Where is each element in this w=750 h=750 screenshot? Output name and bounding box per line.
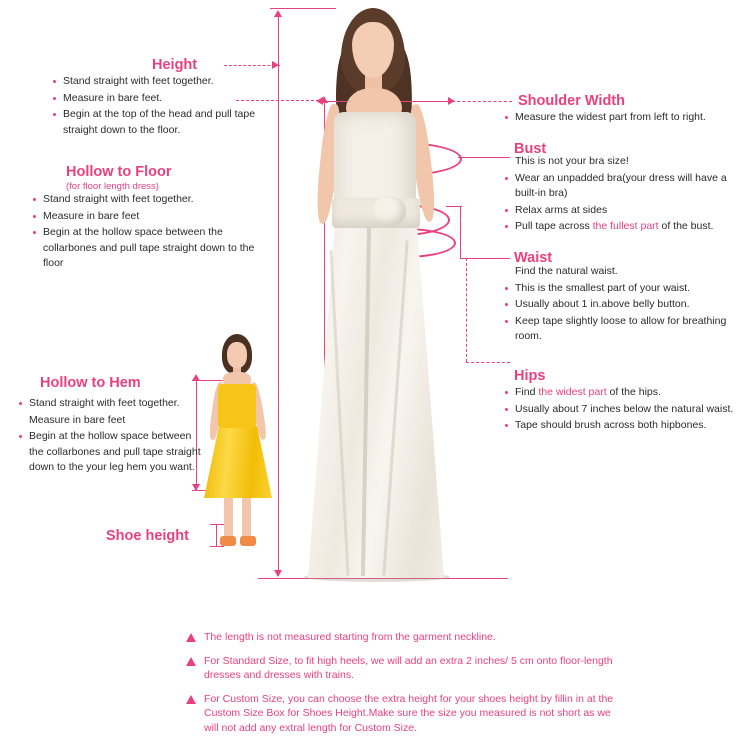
waist-bullets	[504, 264, 740, 346]
shoulder-width-label: Shoulder Width	[518, 93, 625, 109]
warning-triangle-icon	[186, 633, 196, 642]
height-connector-arrow	[272, 61, 279, 69]
height-bullet: Stand straight with feet together.	[52, 74, 267, 90]
hollow-to-floor-connector	[236, 100, 324, 101]
bust-connector	[458, 157, 510, 158]
model-figure-gown	[268, 0, 478, 600]
waist-bullet: Usually about 1 in.above belly button.	[504, 297, 740, 313]
footer-notes	[186, 630, 626, 744]
waist-bullet: This is the smallest part of your waist.	[504, 281, 740, 297]
hips-connector-horizontal	[466, 362, 510, 363]
waist-bullet: Find the natural waist.	[515, 265, 618, 277]
face-small	[227, 342, 247, 368]
bust-bullets	[504, 154, 744, 236]
hollow-to-hem-bullet: Begin at the hollow space between the collarbones and pull tape straight down to the your leg hem you want.	[18, 429, 208, 476]
waist-bullet: Keep tape slightly loose to allow for breathing room.	[504, 314, 740, 345]
footer-note	[186, 692, 626, 736]
waist-connector-horizontal	[446, 206, 462, 207]
height-bullet: Measure in bare feet.	[52, 91, 267, 107]
footer-note	[186, 654, 626, 683]
bust-label: Bust	[514, 141, 547, 157]
height-label: Height	[152, 57, 198, 73]
height-top-tick	[270, 8, 336, 9]
bust-bullet: Wear an unpadded bra(your dress will have a built-in bra)	[504, 171, 744, 202]
shoe-height-bottom-tick	[210, 546, 224, 547]
shoe-height-line	[216, 524, 217, 546]
hips-label: Hips	[514, 368, 546, 384]
warning-triangle-icon	[186, 657, 196, 666]
bust-bullet: Pull tape across the fullest part of the bust.	[504, 219, 744, 235]
waist-connector-vertical	[460, 206, 461, 258]
hollow-to-hem-bullets	[18, 396, 208, 477]
hollow-to-hem-label: Hollow to Hem	[40, 375, 141, 391]
hips-bullet: Usually about 7 inches below the natural waist.	[504, 402, 742, 418]
hips-bullets	[504, 385, 742, 435]
shoe-right	[240, 536, 256, 546]
warning-triangle-icon	[186, 695, 196, 704]
footer-note	[186, 630, 626, 645]
model-figure-short-dress	[196, 330, 288, 552]
short-dress-bodice	[218, 384, 256, 428]
shoulder-width-bullet: Measure the widest part from left to right.	[504, 110, 740, 126]
hips-connector-vertical	[466, 258, 467, 362]
height-bullet: Begin at the top of the head and pull tape straight down to the floor.	[52, 107, 267, 138]
hollow-to-floor-sublabel: (for floor length dress)	[66, 181, 159, 192]
hollow-to-floor-bullet: Measure in bare feet	[32, 209, 260, 225]
shoe-left	[220, 536, 236, 546]
shoe-height-top-tick	[210, 524, 224, 525]
hollow-to-hem-bullet: Measure in bare feet	[29, 413, 126, 426]
footer-note-text: The length is not measured starting from the garment neckline.	[204, 631, 496, 643]
height-vertical-line	[278, 14, 279, 576]
waist-connector-to-label	[460, 258, 510, 259]
hips-bullet: Tape should brush across both hipbones.	[504, 418, 742, 434]
hollow-to-hem-bullet: Stand straight with feet together.	[18, 396, 208, 412]
height-arrow-bottom	[274, 570, 282, 577]
shoulder-width-bullets	[504, 110, 740, 127]
gown-flower-applique	[372, 196, 406, 226]
shoulder-arrow-left	[316, 97, 323, 105]
height-bullets	[52, 74, 267, 139]
waist-label: Waist	[514, 250, 553, 266]
footer-note-text: For Custom Size, you can choose the extra height for your shoes height by fillin in at the Custom Size Box for Shoes Height.Make sure the size you measured is not short as we will not add any extral length for Custom Size.	[204, 692, 614, 734]
bust-bullet: This is not your bra size!	[515, 155, 629, 167]
shoe-height-label: Shoe height	[106, 528, 189, 544]
hollow-to-floor-bullet: Stand straight with feet together.	[32, 192, 260, 208]
hips-bullet: Find the widest part of the hips.	[504, 385, 742, 401]
shoulder-width-connector	[452, 101, 512, 102]
hollow-to-floor-bullet: Begin at the hollow space between the collarbones and pull tape straight down to the floor	[32, 225, 260, 272]
bust-bullet: Relax arms at sides	[504, 203, 744, 219]
footer-note-text: For Standard Size, to fit high heels, we will add an extra 2 inches/ 5 cm onto floor-length dresses and dresses with trains.	[204, 654, 613, 681]
hollow-to-floor-bullets	[32, 192, 260, 273]
hollow-to-floor-label: Hollow to Floor	[66, 164, 172, 180]
